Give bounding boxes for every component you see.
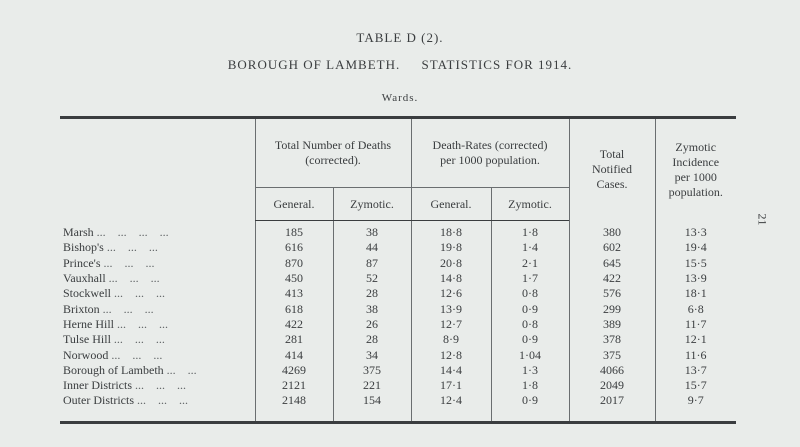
deaths-general-cell: 414 — [255, 347, 333, 362]
rate-zymotic-cell: 0·9 — [491, 332, 569, 347]
table-row — [60, 256, 736, 271]
table-row — [60, 393, 736, 422]
deaths-zymotic-cell: 154 — [333, 393, 411, 422]
ward-name-cell — [60, 363, 255, 378]
deaths-zymotic-cell: 44 — [333, 240, 411, 255]
deaths-zymotic-cell: 221 — [333, 378, 411, 393]
ward-name-cell — [60, 332, 255, 347]
rate-general-cell: 17·1 — [411, 378, 491, 393]
notified-cases-header: Total Notified Cases. — [569, 118, 655, 221]
incidence-cell: 18·1 — [655, 286, 736, 301]
deaths-group-header: Total Number of Deaths (corrected). — [255, 118, 411, 188]
ward-name: Borough of Lambeth — [63, 362, 164, 377]
ward-name: Norwood — [63, 347, 109, 362]
rate-zymotic-cell: 1·4 — [491, 240, 569, 255]
ward-name-cell — [60, 256, 255, 271]
notified-cell: 602 — [569, 240, 655, 255]
deaths-general-cell: 281 — [255, 332, 333, 347]
leader-dots: ... ... ... — [113, 332, 165, 347]
rate-general-cell: 19·8 — [411, 240, 491, 255]
leader-dots: ... ... ... — [103, 255, 155, 270]
notified-cell: 2049 — [569, 378, 655, 393]
leader-dots: ... ... ... — [102, 301, 154, 316]
death-rates-group-header: Death-Rates (corrected) per 1000 population. — [411, 118, 569, 188]
ward-name: Prince's — [63, 255, 101, 270]
ward-name-cell — [60, 378, 255, 393]
ward-name-cell — [60, 221, 255, 241]
leader-dots: ... ... ... — [137, 393, 188, 408]
incidence-cell: 15·7 — [655, 378, 736, 393]
table-row — [60, 240, 736, 255]
deaths-general-cell: 413 — [255, 286, 333, 301]
leader-dots: ... ... ... ... — [96, 224, 169, 239]
statistics-table — [60, 116, 736, 424]
ward-name-cell — [60, 271, 255, 286]
rate-general-cell: 13·9 — [411, 301, 491, 316]
ward-name-cell — [60, 240, 255, 255]
table-row — [60, 221, 736, 241]
deaths-zymotic-cell: 87 — [333, 256, 411, 271]
deaths-general-header: General. — [255, 188, 333, 221]
table-row — [60, 347, 736, 362]
notified-cell: 2017 — [569, 393, 655, 422]
rate-general-cell: 20·8 — [411, 256, 491, 271]
table-row — [60, 317, 736, 332]
rate-zymotic-cell: 0·8 — [491, 317, 569, 332]
deaths-general-cell: 185 — [255, 221, 333, 241]
ward-name: Stockwell — [63, 286, 111, 301]
table-row — [60, 286, 736, 301]
deaths-zymotic-cell: 28 — [333, 286, 411, 301]
notified-cell: 378 — [569, 332, 655, 347]
rate-general-cell: 8·9 — [411, 332, 491, 347]
page-number: 21 — [755, 213, 770, 226]
rate-general-cell: 12·7 — [411, 317, 491, 332]
ward-name-cell — [60, 347, 255, 362]
ward-name: Bishop's — [63, 240, 104, 255]
rates-general-header: General. — [411, 188, 491, 221]
deaths-zymotic-cell: 26 — [333, 317, 411, 332]
table-row — [60, 301, 736, 316]
deaths-zymotic-cell: 52 — [333, 271, 411, 286]
deaths-zymotic-cell: 38 — [333, 221, 411, 241]
rate-general-cell: 12·6 — [411, 286, 491, 301]
notified-cell: 576 — [569, 286, 655, 301]
rate-general-cell: 12·8 — [411, 347, 491, 362]
incidence-cell: 13·3 — [655, 221, 736, 241]
ward-column-header — [60, 118, 255, 221]
deaths-general-cell: 422 — [255, 317, 333, 332]
table-row — [60, 271, 736, 286]
deaths-zymotic-cell: 28 — [333, 332, 411, 347]
zymotic-incidence-header: Zymotic Incidence per 1000 population. — [655, 118, 736, 221]
notified-cell: 380 — [569, 221, 655, 241]
table-row — [60, 363, 736, 378]
ward-name: Tulse Hill — [63, 332, 111, 347]
incidence-cell: 11·6 — [655, 347, 736, 362]
ward-name-cell — [60, 317, 255, 332]
notified-cell: 645 — [569, 256, 655, 271]
table-subtitle: BOROUGH OF LAMBETH. STATISTICS FOR 1914. — [227, 57, 573, 72]
deaths-general-cell: 2148 — [255, 393, 333, 422]
incidence-cell: 12·1 — [655, 332, 736, 347]
leader-dots: ... ... ... — [111, 347, 163, 362]
ward-name: Vauxhall — [63, 271, 106, 286]
incidence-cell: 15·5 — [655, 256, 736, 271]
rate-zymotic-cell: 1·7 — [491, 271, 569, 286]
rates-zymotic-header: Zymotic. — [491, 188, 569, 221]
rate-zymotic-cell: 0·8 — [491, 286, 569, 301]
rate-zymotic-cell: 2·1 — [491, 256, 569, 271]
deaths-zymotic-cell: 38 — [333, 301, 411, 316]
incidence-cell: 9·7 — [655, 393, 736, 422]
leader-dots: ... ... ... — [114, 286, 165, 301]
incidence-cell: 13·9 — [655, 271, 736, 286]
ward-name-cell — [60, 286, 255, 301]
deaths-general-cell: 616 — [255, 240, 333, 255]
deaths-general-cell: 618 — [255, 301, 333, 316]
rate-general-cell: 18·8 — [411, 221, 491, 241]
leader-dots: ... ... ... — [116, 316, 168, 331]
deaths-zymotic-header: Zymotic. — [333, 188, 411, 221]
deaths-zymotic-cell: 375 — [333, 363, 411, 378]
ward-name: Inner Districts — [63, 378, 132, 393]
ward-name: Marsh — [63, 224, 94, 239]
rate-zymotic-cell: 1·04 — [491, 347, 569, 362]
incidence-cell: 13·7 — [655, 363, 736, 378]
rate-zymotic-cell: 0·9 — [491, 393, 569, 422]
incidence-cell: 11·7 — [655, 317, 736, 332]
rate-zymotic-cell: 1·3 — [491, 363, 569, 378]
notified-cell: 4066 — [569, 363, 655, 378]
ward-name-cell — [60, 301, 255, 316]
rate-general-cell: 14·8 — [411, 271, 491, 286]
section-label: Wards. — [381, 92, 419, 104]
rate-zymotic-cell: 1·8 — [491, 378, 569, 393]
ward-name: Herne Hill — [63, 316, 114, 331]
rate-general-cell: 14·4 — [411, 363, 491, 378]
deaths-zymotic-cell: 34 — [333, 347, 411, 362]
ward-name: Outer Districts — [63, 393, 134, 408]
rate-zymotic-cell: 1·8 — [491, 221, 569, 241]
notified-cell: 299 — [569, 301, 655, 316]
notified-cell: 422 — [569, 271, 655, 286]
table-row — [60, 378, 736, 393]
ward-name-cell — [60, 393, 255, 422]
deaths-general-cell: 4269 — [255, 363, 333, 378]
leader-dots: ... ... ... — [106, 240, 158, 255]
leader-dots: ... ... — [166, 362, 197, 377]
rate-zymotic-cell: 0·9 — [491, 301, 569, 316]
ward-name: Brixton — [63, 301, 100, 316]
rate-general-cell: 12·4 — [411, 393, 491, 422]
notified-cell: 389 — [569, 317, 655, 332]
deaths-general-cell: 2121 — [255, 378, 333, 393]
deaths-general-cell: 870 — [255, 256, 333, 271]
incidence-cell: 6·8 — [655, 301, 736, 316]
incidence-cell: 19·4 — [655, 240, 736, 255]
leader-dots: ... ... ... — [134, 378, 186, 393]
notified-cell: 375 — [569, 347, 655, 362]
leader-dots: ... ... ... — [108, 271, 160, 286]
table-row — [60, 332, 736, 347]
deaths-general-cell: 450 — [255, 271, 333, 286]
table-title: TABLE D (2). — [356, 30, 444, 45]
